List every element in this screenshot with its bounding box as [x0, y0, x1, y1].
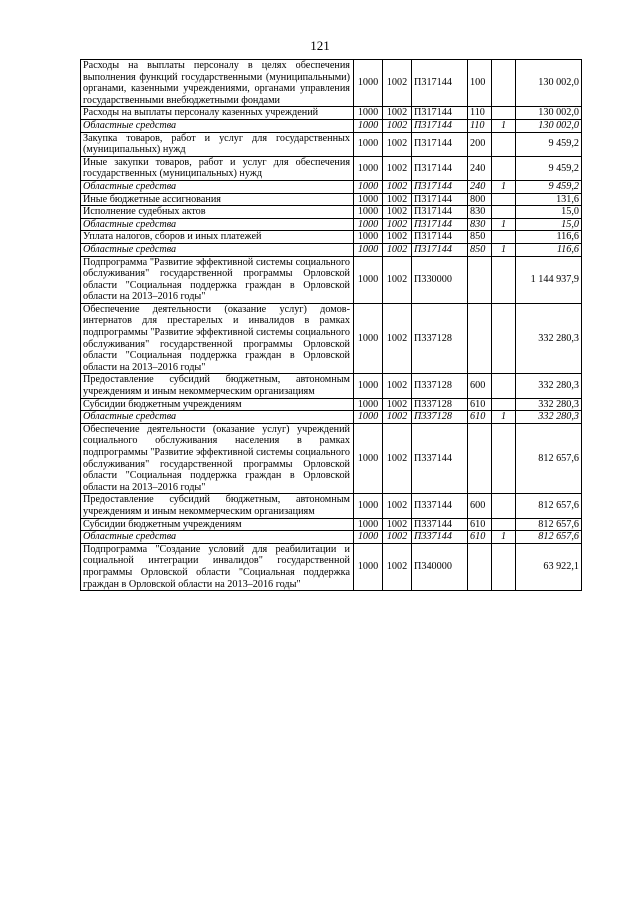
- funding-source-cell: [492, 231, 516, 244]
- item-name-cell: Подпрограмма "Создание условий для реабилитации и социальной интеграции инвалидов" государственной программы Орловской области "Социальная поддержка граждан в Орловской области на 2013–2016 годы": [81, 543, 354, 590]
- amount-cell: 332 280,3: [516, 411, 582, 424]
- amount-cell: 131,6: [516, 193, 582, 206]
- expense-type-cell: 610: [468, 411, 492, 424]
- amount-cell: 332 280,3: [516, 303, 582, 374]
- target-article-cell: П337128: [412, 398, 468, 411]
- table-row: [81, 518, 582, 531]
- table-row: [81, 206, 582, 219]
- section-code-cell: 1000: [354, 206, 383, 219]
- expense-type-cell: 830: [468, 206, 492, 219]
- amount-cell: 9 459,2: [516, 156, 582, 180]
- subsection-code-cell: 1002: [383, 193, 412, 206]
- target-article-cell: П317144: [412, 231, 468, 244]
- amount-cell: 130 002,0: [516, 107, 582, 120]
- funding-source-cell: [492, 374, 516, 398]
- subsection-code-cell: 1002: [383, 423, 412, 494]
- table-row: [81, 398, 582, 411]
- section-code-cell: 1000: [354, 256, 383, 303]
- table-row: [81, 494, 582, 518]
- target-article-cell: П337144: [412, 494, 468, 518]
- subsection-code-cell: 1002: [383, 119, 412, 132]
- funding-source-cell: [492, 193, 516, 206]
- section-code-cell: 1000: [354, 531, 383, 544]
- expense-type-cell: 110: [468, 107, 492, 120]
- expense-type-cell: [468, 423, 492, 494]
- subsection-code-cell: 1002: [383, 543, 412, 590]
- section-code-cell: 1000: [354, 180, 383, 193]
- funding-source-cell: [492, 303, 516, 374]
- expense-type-cell: 100: [468, 60, 492, 107]
- funding-source-cell: [492, 256, 516, 303]
- section-code-cell: 1000: [354, 398, 383, 411]
- expense-type-cell: 610: [468, 398, 492, 411]
- expense-type-cell: 600: [468, 374, 492, 398]
- section-code-cell: 1000: [354, 60, 383, 107]
- funding-source-cell: 1: [492, 411, 516, 424]
- subsection-code-cell: 1002: [383, 531, 412, 544]
- target-article-cell: П337144: [412, 518, 468, 531]
- expense-type-cell: [468, 543, 492, 590]
- amount-cell: 63 922,1: [516, 543, 582, 590]
- expense-type-cell: 610: [468, 518, 492, 531]
- expense-type-cell: 200: [468, 132, 492, 156]
- section-code-cell: 1000: [354, 193, 383, 206]
- target-article-cell: П337128: [412, 374, 468, 398]
- expense-type-cell: 240: [468, 180, 492, 193]
- funding-source-cell: [492, 107, 516, 120]
- budget-table: [80, 59, 582, 591]
- item-name-cell: Расходы на выплаты персоналу в целях обеспечения выполнения функций государственными (муниципальными) органами, казенными учреждениями, органами управления государственными внебюджетными фондами: [81, 60, 354, 107]
- item-name-cell: Предоставление субсидий бюджетным, автономным учреждениям и иным некоммерческим организациям: [81, 494, 354, 518]
- amount-cell: 1 144 937,9: [516, 256, 582, 303]
- subsection-code-cell: 1002: [383, 374, 412, 398]
- amount-cell: 332 280,3: [516, 374, 582, 398]
- table-row: [81, 218, 582, 231]
- table-row: [81, 107, 582, 120]
- item-name-cell: Областные средства: [81, 243, 354, 256]
- expense-type-cell: 240: [468, 156, 492, 180]
- subsection-code-cell: 1002: [383, 303, 412, 374]
- subsection-code-cell: 1002: [383, 107, 412, 120]
- table-row: [81, 374, 582, 398]
- table-row: [81, 243, 582, 256]
- expense-type-cell: [468, 256, 492, 303]
- section-code-cell: 1000: [354, 218, 383, 231]
- item-name-cell: Закупка товаров, работ и услуг для государственных (муниципальных) нужд: [81, 132, 354, 156]
- section-code-cell: 1000: [354, 132, 383, 156]
- target-article-cell: П337128: [412, 411, 468, 424]
- section-code-cell: 1000: [354, 494, 383, 518]
- amount-cell: 15,0: [516, 218, 582, 231]
- item-name-cell: Областные средства: [81, 531, 354, 544]
- target-article-cell: П317144: [412, 243, 468, 256]
- amount-cell: 812 657,6: [516, 423, 582, 494]
- funding-source-cell: 1: [492, 218, 516, 231]
- section-code-cell: 1000: [354, 231, 383, 244]
- target-article-cell: П317144: [412, 156, 468, 180]
- amount-cell: 116,6: [516, 243, 582, 256]
- expense-type-cell: [468, 303, 492, 374]
- table-row: [81, 531, 582, 544]
- target-article-cell: П337128: [412, 303, 468, 374]
- section-code-cell: 1000: [354, 411, 383, 424]
- section-code-cell: 1000: [354, 156, 383, 180]
- funding-source-cell: 1: [492, 531, 516, 544]
- table-row: [81, 119, 582, 132]
- target-article-cell: П317144: [412, 132, 468, 156]
- amount-cell: 332 280,3: [516, 398, 582, 411]
- amount-cell: 130 002,0: [516, 60, 582, 107]
- item-name-cell: Субсидии бюджетным учреждениям: [81, 398, 354, 411]
- amount-cell: 812 657,6: [516, 531, 582, 544]
- expense-type-cell: 600: [468, 494, 492, 518]
- target-article-cell: П330000: [412, 256, 468, 303]
- table-row: [81, 156, 582, 180]
- expense-type-cell: 850: [468, 231, 492, 244]
- subsection-code-cell: 1002: [383, 231, 412, 244]
- subsection-code-cell: 1002: [383, 256, 412, 303]
- section-code-cell: 1000: [354, 243, 383, 256]
- item-name-cell: Обеспечение деятельности (оказание услуг) учреждений социального обслуживания населения в рамках подпрограммы "Развитие эффективной системы социального обслуживания" государственной программы Орловской области "Социальная поддержка граждан в Орловской области на 2013–2016 годы": [81, 423, 354, 494]
- expense-type-cell: 800: [468, 193, 492, 206]
- expense-type-cell: 110: [468, 119, 492, 132]
- target-article-cell: П317144: [412, 218, 468, 231]
- subsection-code-cell: 1002: [383, 206, 412, 219]
- section-code-cell: 1000: [354, 518, 383, 531]
- item-name-cell: Областные средства: [81, 180, 354, 193]
- amount-cell: 116,6: [516, 231, 582, 244]
- funding-source-cell: [492, 543, 516, 590]
- funding-source-cell: [492, 132, 516, 156]
- target-article-cell: П317144: [412, 180, 468, 193]
- section-code-cell: 1000: [354, 543, 383, 590]
- table-row: [81, 180, 582, 193]
- item-name-cell: Исполнение судебных актов: [81, 206, 354, 219]
- item-name-cell: Областные средства: [81, 218, 354, 231]
- subsection-code-cell: 1002: [383, 398, 412, 411]
- table-row: [81, 132, 582, 156]
- table-row: [81, 60, 582, 107]
- subsection-code-cell: 1002: [383, 411, 412, 424]
- funding-source-cell: [492, 494, 516, 518]
- section-code-cell: 1000: [354, 107, 383, 120]
- amount-cell: 812 657,6: [516, 518, 582, 531]
- table-row: [81, 231, 582, 244]
- table-row: [81, 193, 582, 206]
- subsection-code-cell: 1002: [383, 60, 412, 107]
- amount-cell: 130 002,0: [516, 119, 582, 132]
- item-name-cell: Обеспечение деятельности (оказание услуг) домов-интернатов для престарелых и инвалидов в рамках подпрограммы "Развитие эффективной системы социального обслуживания" государственной программы Орловской области "Социальная поддержка граждан в Орловской области на 2013–2016 годы": [81, 303, 354, 374]
- item-name-cell: Областные средства: [81, 119, 354, 132]
- expense-type-cell: 850: [468, 243, 492, 256]
- amount-cell: 9 459,2: [516, 180, 582, 193]
- funding-source-cell: [492, 156, 516, 180]
- target-article-cell: П317144: [412, 193, 468, 206]
- item-name-cell: Областные средства: [81, 411, 354, 424]
- expense-type-cell: 830: [468, 218, 492, 231]
- target-article-cell: П340000: [412, 543, 468, 590]
- table-row: [81, 543, 582, 590]
- section-code-cell: 1000: [354, 374, 383, 398]
- subsection-code-cell: 1002: [383, 132, 412, 156]
- funding-source-cell: [492, 206, 516, 219]
- funding-source-cell: [492, 518, 516, 531]
- amount-cell: 812 657,6: [516, 494, 582, 518]
- expense-type-cell: 610: [468, 531, 492, 544]
- item-name-cell: Иные закупки товаров, работ и услуг для обеспечения государственных (муниципальных) нужд: [81, 156, 354, 180]
- target-article-cell: П337144: [412, 423, 468, 494]
- section-code-cell: 1000: [354, 423, 383, 494]
- item-name-cell: Предоставление субсидий бюджетным, автономным учреждениям и иным некоммерческим организациям: [81, 374, 354, 398]
- target-article-cell: П317144: [412, 206, 468, 219]
- subsection-code-cell: 1002: [383, 180, 412, 193]
- section-code-cell: 1000: [354, 303, 383, 374]
- item-name-cell: Расходы на выплаты персоналу казенных учреждений: [81, 107, 354, 120]
- funding-source-cell: [492, 60, 516, 107]
- table-row: [81, 256, 582, 303]
- table-row: [81, 423, 582, 494]
- funding-source-cell: 1: [492, 119, 516, 132]
- target-article-cell: П317144: [412, 119, 468, 132]
- item-name-cell: Субсидии бюджетным учреждениям: [81, 518, 354, 531]
- target-article-cell: П337144: [412, 531, 468, 544]
- subsection-code-cell: 1002: [383, 156, 412, 180]
- target-article-cell: П317144: [412, 60, 468, 107]
- subsection-code-cell: 1002: [383, 243, 412, 256]
- subsection-code-cell: 1002: [383, 494, 412, 518]
- budget-table-body: [81, 60, 582, 591]
- funding-source-cell: 1: [492, 243, 516, 256]
- funding-source-cell: 1: [492, 180, 516, 193]
- item-name-cell: Уплата налогов, сборов и иных платежей: [81, 231, 354, 244]
- funding-source-cell: [492, 398, 516, 411]
- subsection-code-cell: 1002: [383, 518, 412, 531]
- funding-source-cell: [492, 423, 516, 494]
- section-code-cell: 1000: [354, 119, 383, 132]
- item-name-cell: Подпрограмма "Развитие эффективной системы социального обслуживания" государственной программы Орловской области "Социальная поддержка граждан в Орловской области на 2013–2016 годы": [81, 256, 354, 303]
- page-number: 121: [310, 38, 330, 53]
- subsection-code-cell: 1002: [383, 218, 412, 231]
- amount-cell: 9 459,2: [516, 132, 582, 156]
- table-row: [81, 411, 582, 424]
- table-row: [81, 303, 582, 374]
- amount-cell: 15,0: [516, 206, 582, 219]
- target-article-cell: П317144: [412, 107, 468, 120]
- item-name-cell: Иные бюджетные ассигнования: [81, 193, 354, 206]
